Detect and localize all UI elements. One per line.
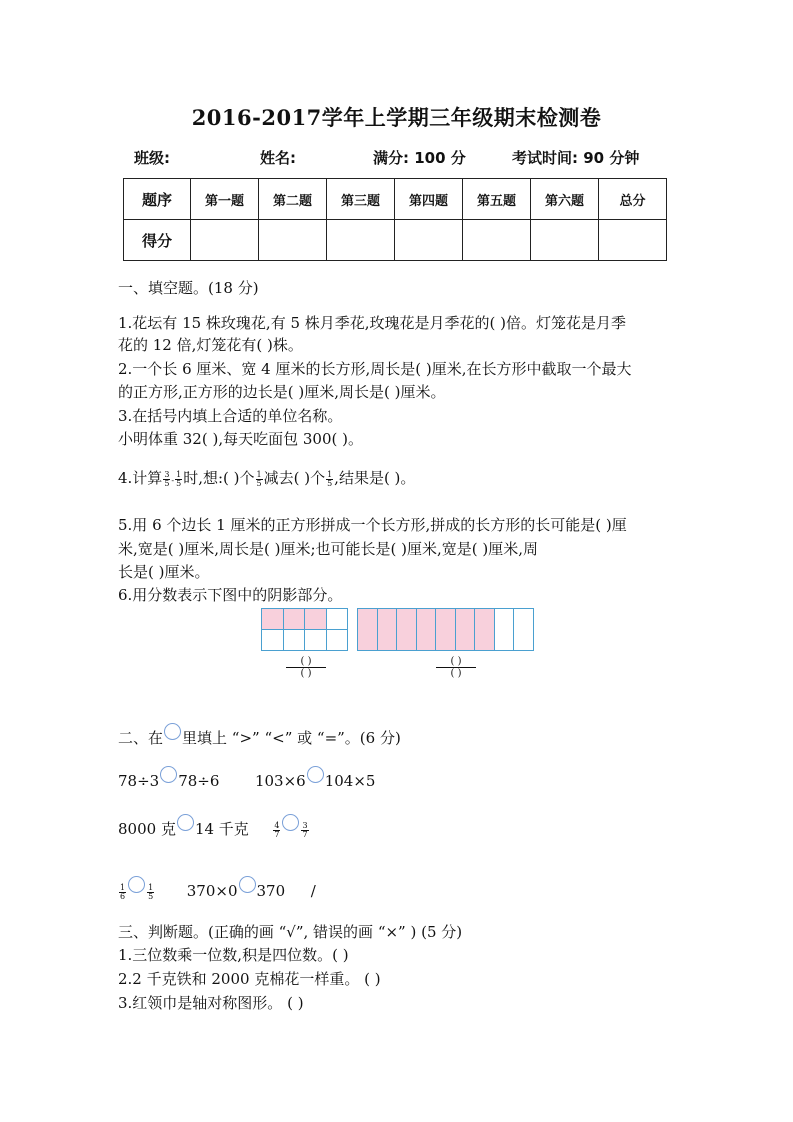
q2-line1: 2.一个长 6 厘米、宽 4 厘米的长方形,周长是( )厘米,在长方形中截取一个最大 [118, 360, 632, 378]
header-cell: 第二题 [259, 179, 327, 220]
judge-q1: 1.三位数乘一位数,积是四位数。( ) [118, 946, 349, 964]
grid-cell [304, 629, 327, 651]
full-score: 满分: 100 分 [373, 149, 466, 167]
grid-cell [513, 608, 534, 651]
grid-cell [261, 608, 284, 630]
score-cell[interactable] [599, 220, 667, 261]
fraction: $\frac{1}{5}$ [256, 469, 262, 488]
fraction: $\frac{1}{5}$ [176, 469, 182, 488]
header-cell: 第六题 [531, 179, 599, 220]
grid-cell [435, 608, 456, 651]
score-cell[interactable] [191, 220, 259, 261]
grid-cell [416, 608, 437, 651]
header-cell: 第三题 [327, 179, 395, 220]
compare-row-1: 78÷3 78÷6 103×6 104×5 [118, 766, 375, 790]
class-label: 班级: [134, 149, 170, 167]
grid-cell [261, 629, 284, 651]
q3-line1: 3.在括号内填上合适的单位名称。 [118, 407, 343, 425]
compare-circle[interactable] [177, 814, 194, 831]
grid-cell [396, 608, 417, 651]
grid-cell [326, 629, 349, 651]
judge-q2: 2.2 千克铁和 2000 克棉花一样重。 ( ) [118, 970, 381, 988]
fraction: $\frac{1}{5}$ [148, 882, 154, 901]
header-cell: 第四题 [395, 179, 463, 220]
header-cell: 第五题 [463, 179, 531, 220]
exam-time: 考试时间: 90 分钟 [512, 149, 640, 167]
minus-sign: - [171, 476, 175, 485]
grid-cell [283, 608, 306, 630]
grid-cell [494, 608, 515, 651]
score-table [123, 178, 667, 261]
score-table-header-row [124, 179, 667, 220]
section2-heading: 二、在 里填上 “>” “<” 或 “=”。(6 分) [118, 723, 401, 748]
compare-circle[interactable] [282, 814, 299, 831]
answer-fraction-2[interactable]: ( ) ( ) [436, 656, 476, 679]
page-title: 2016-2017学年上学期三年级期末检测卷 [191, 105, 602, 130]
q4-line: 4.计算 $\frac{3}{5}$ - $\frac{1}{5}$ 时,想:( )个 $\frac{1}{5}$ 减去( )个 $\frac{1}{5}$ ,结果是( )。 [118, 469, 416, 488]
header-cell: 题序 [124, 179, 191, 220]
q5-line1: 5.用 6 个边长 1 厘米的正方形拼成一个长方形,拼成的长方形的长可能是( )厘 [118, 516, 627, 534]
compare-circle[interactable] [160, 766, 177, 783]
grid-cell [283, 629, 306, 651]
score-cell[interactable] [395, 220, 463, 261]
grid-cell [377, 608, 398, 651]
score-cell[interactable] [259, 220, 327, 261]
grid-cell [357, 608, 378, 651]
answer-fraction-1[interactable]: ( ) ( ) [286, 656, 326, 679]
q6-line: 6.用分数表示下图中的阴影部分。 [118, 586, 343, 604]
score-cell[interactable] [327, 220, 395, 261]
q4-prefix: 4.计算 [118, 469, 163, 487]
compare-circle[interactable] [128, 876, 145, 893]
q1-line1: 1.花坛有 15 株玫瑰花,有 5 株月季花,玫瑰花是月季花的( )倍。灯笼花是月季 [118, 314, 627, 332]
circle-icon [164, 723, 181, 740]
header-cell: 总分 [599, 179, 667, 220]
q2-line2: 的正方形,正方形的边长是( )厘米,周长是( )厘米。 [118, 383, 446, 401]
score-cell[interactable] [463, 220, 531, 261]
score-table-score-row [124, 220, 667, 261]
compare-circle[interactable] [307, 766, 324, 783]
fraction: $\frac{3}{5}$ [164, 469, 170, 488]
q5-line3: 长是( )厘米。 [118, 563, 210, 581]
fraction-figure-1 [261, 608, 347, 650]
name-label: 姓名: [260, 149, 296, 167]
fraction: $\frac{3}{7}$ [302, 820, 308, 839]
compare-row-3: $\frac{1}{6}$ $\frac{1}{5}$ 370×0 370 / [118, 876, 316, 901]
fraction: $\frac{1}{5}$ [327, 469, 333, 488]
section1-heading: 一、填空题。(18 分) [118, 279, 259, 297]
compare-row-2: 8000 克 14 千克 $\frac{4}{7}$ $\frac{3}{7}$ [118, 814, 310, 839]
grid-cell [326, 608, 349, 630]
section3-heading: 三、判断题。(正确的画 “√”, 错误的画 “×” ) (5 分) [118, 923, 463, 941]
judge-q3: 3.红领巾是轴对称图形。 ( ) [118, 994, 304, 1012]
row-label: 得分 [124, 220, 191, 261]
header-cell: 第一题 [191, 179, 259, 220]
q3-line2: 小明体重 32( ),每天吃面包 300( )。 [118, 430, 363, 448]
q1-line2: 花的 12 倍,灯笼花有( )株。 [118, 336, 303, 354]
grid-cell [474, 608, 495, 651]
grid-cell [304, 608, 327, 630]
fraction: $\frac{4}{7}$ [274, 820, 280, 839]
fraction-figure-2 [357, 608, 533, 650]
grid-cell [455, 608, 476, 651]
fraction: $\frac{1}{6}$ [120, 882, 126, 901]
score-cell[interactable] [531, 220, 599, 261]
compare-circle[interactable] [239, 876, 256, 893]
q5-line2: 米,宽是( )厘米,周长是( )厘米;也可能长是( )厘米,宽是( )厘米,周 [118, 540, 539, 558]
